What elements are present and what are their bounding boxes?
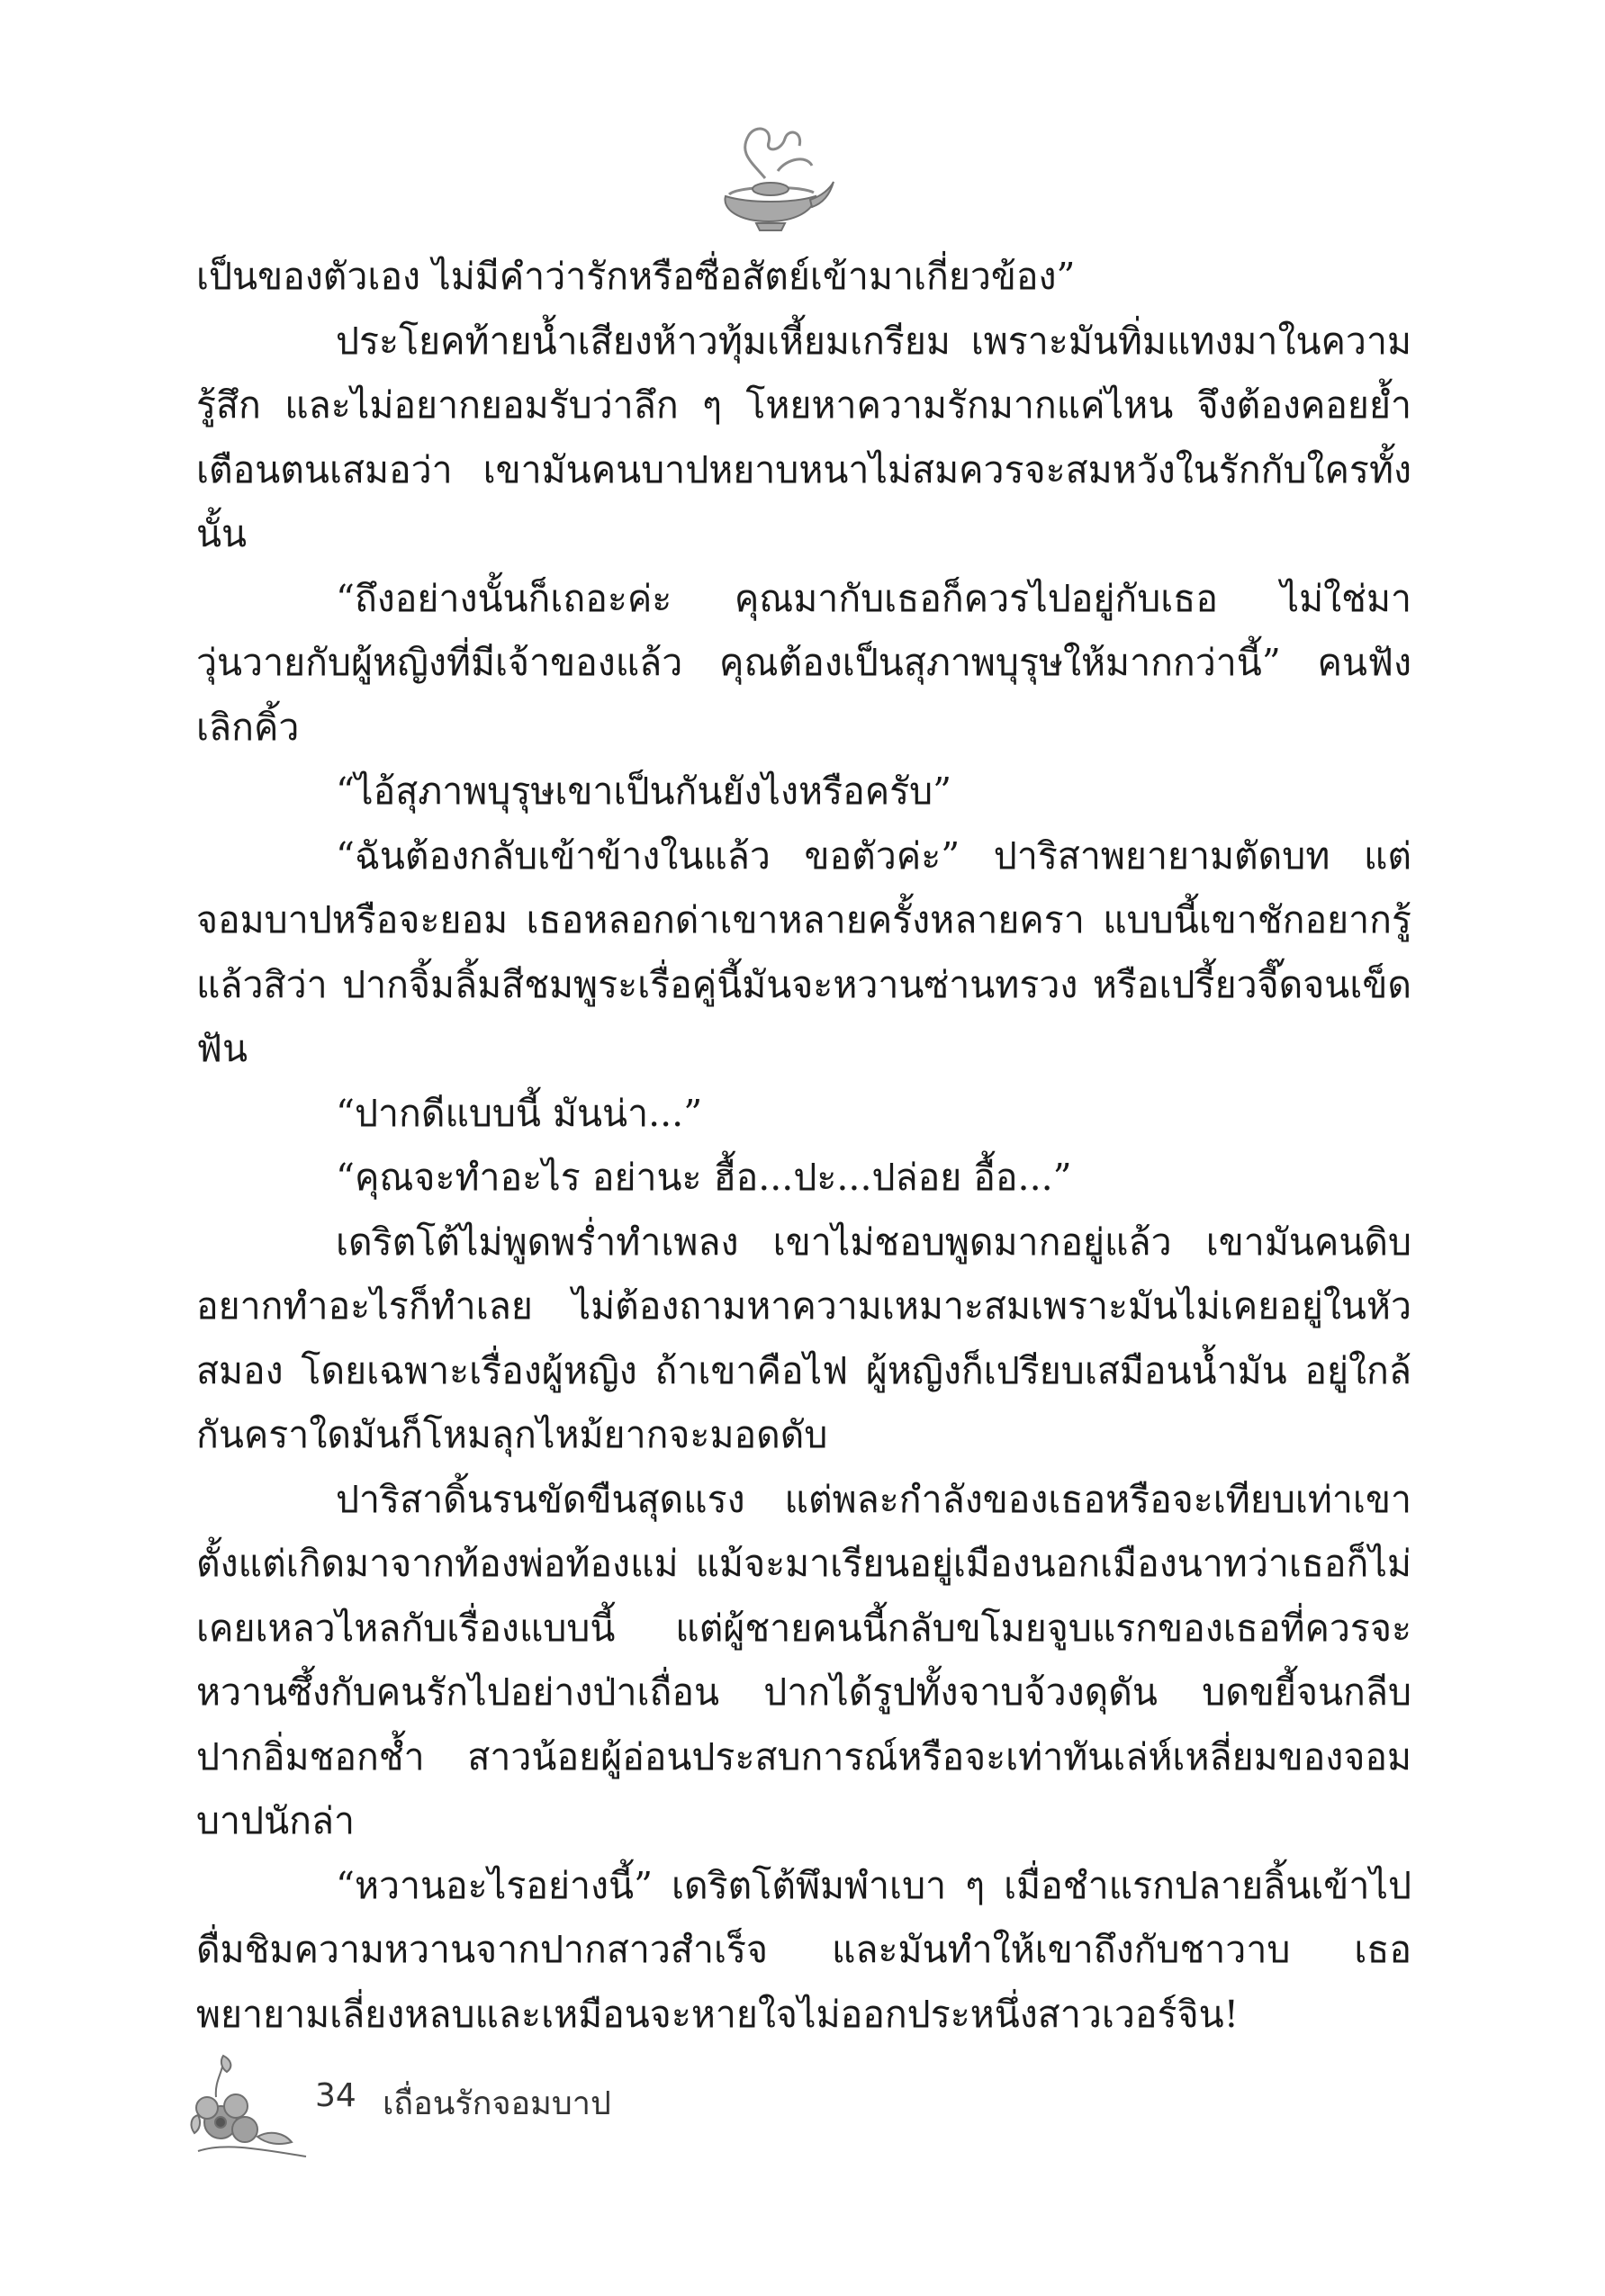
- paragraph: “ปากดีแบบนี้ มันน่า...”: [336, 1091, 703, 1135]
- paragraph: “คุณจะทำอะไร อย่านะ ฮื้อ...ปะ...ปล่อย อื้อ...”: [336, 1156, 1072, 1199]
- flower-ornament-icon: [180, 2043, 315, 2169]
- page-footer: [180, 2043, 900, 2169]
- book-title: เถื่อนรักจอมบาป: [383, 2085, 611, 2122]
- paragraph: เดริตโต้ไม่พูดพร่ำทำเพลง เขาไม่ชอบพูดมากอยู่แล้ว เขามันคนดิบ อยากทำอะไรก็ทำเลย ไม่ต้องถามหาความเหมาะสมเพราะมันไม่เคยอยู่ในหัวสมอง โดยเฉพาะเรื่องผู้หญิง ถ้าเขาคือไฟ ผู้หญิงก็เปรียบเสมือนน้ำมัน อยู่ใกล้กันคราใดมันก็โหมลุกไหม้ยากจะมอดดับ: [196, 1220, 1411, 1456]
- paragraph: “ถึงอย่างนั้นก็เถอะค่ะ คุณมากับเธอก็ควรไปอยู่กับเธอ ไม่ใช่มาวุ่นวายกับผู้หญิงที่มีเจ้าของแล้ว คุณต้องเป็นสุภาพบุรุษให้มากกว่านี้” คนฟังเลิกคิ้ว: [196, 576, 1411, 749]
- paragraph: “หวานอะไรอย่างนี้” เดริตโต้พึมพำเบา ๆ เมื่อชำแรกปลายลิ้นเข้าไปดื่มชิมความหวานจากปากสาวสำเร็จ และมันทำให้เขาถึงกับชาวาบ เธอพยายามเลี่ยงหลบและเหมือนจะหายใจไม่ออกประหนึ่งสาวเวอร์จิน!: [196, 1863, 1411, 2036]
- page-number: 34: [315, 2077, 356, 2114]
- lamp-ornament-icon: [702, 108, 837, 243]
- paragraph: “ฉันต้องกลับเข้าข้างในแล้ว ขอตัวค่ะ” ปาริสาพยายามตัดบท แต่จอมบาปหรือจะยอม เธอหลอกด่าเขาหลายครั้งหลายครา แบบนี้เขาชักอยากรู้แล้วสิว่า ปากจิ้มลิ้มสีชมพูระเรื่อคู่นี้มันจะหวานซ่านทรวง หรือเปรี้ยวจี๊ดจนเข็ดฟัน: [196, 833, 1411, 1070]
- body-text: [196, 245, 1411, 2047]
- paragraph: “ไอ้สุภาพบุรุษเขาเป็นกันยังไงหรือครับ”: [336, 770, 952, 813]
- paragraph: เป็นของตัวเอง ไม่มีคำว่ารักหรือซื่อสัตย์เข้ามาเกี่ยวข้อง”: [196, 255, 1076, 298]
- paragraph: ปาริสาดิ้นรนขัดขืนสุดแรง แต่พละกำลังของเธอหรือจะเทียบเท่าเขา ตั้งแต่เกิดมาจากท้องพ่อท้องแม่ แม้จะมาเรียนอยู่เมืองนอกเมืองนาทว่าเธอก็ไม่เคยเหลวไหลกับเรื่องแบบนี้ แต่ผู้ชายคนนี้กลับขโมยจูบแรกของเธอที่ควรจะหวานซึ้งกับคนรักไปอย่างป่าเถื่อน ปากได้รูปทั้งจาบจ้วงดุดัน บดขยี้จนกลีบปากอิ่มชอกช้ำ สาวน้อยผู้อ่อนประสบการณ์หรือจะเท่าทันเล่ห์เหลี่ยมของจอมบาปนักล่า: [196, 1477, 1411, 1842]
- paragraph: ประโยคท้ายน้ำเสียงห้าวทุ้มเหี้ยมเกรียม เพราะมันทิ่มแทงมาในความรู้สึก และไม่อยากยอมรับว่าลึก ๆ โหยหาความรักมากแค่ไหน จึงต้องคอยย้ำเตือนตนเสมอว่า เขามันคนบาปหยาบหนาไม่สมควรจะสมหวังในรักกับใครทั้งนั้น: [196, 319, 1411, 555]
